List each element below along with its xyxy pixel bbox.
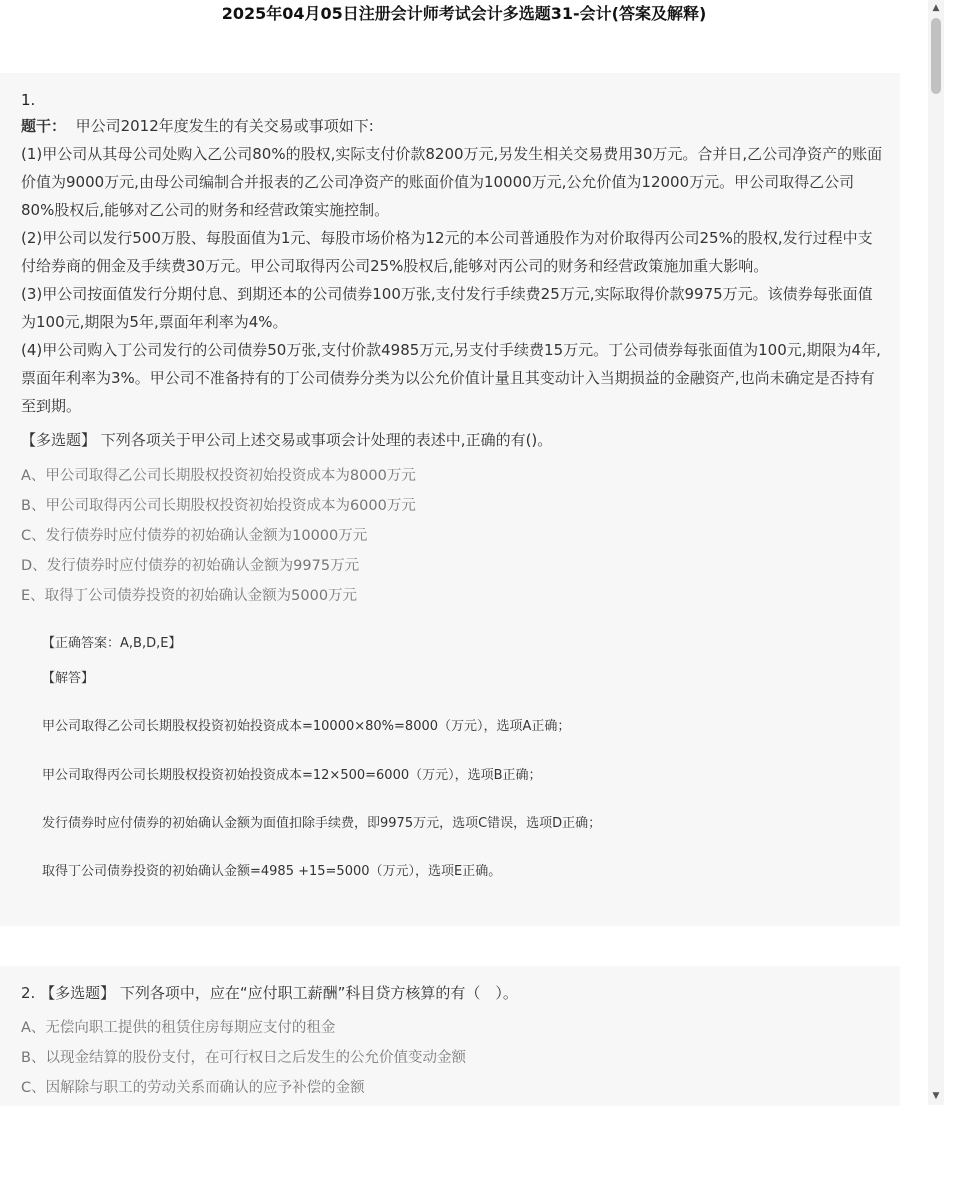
question-card-1 bbox=[0, 73, 900, 926]
correct-answer: 【正确答案：A,B,D,E】 bbox=[42, 636, 182, 651]
option-b[interactable]: B、甲公司取得丙公司长期股权投资初始投资成本为6000万元 bbox=[21, 498, 416, 514]
option-list bbox=[21, 461, 416, 611]
option-a[interactable]: A、无偿向职工提供的租赁住房每期应支付的租金 bbox=[21, 1020, 336, 1036]
option-list bbox=[21, 1013, 466, 1103]
question-number: 1. bbox=[21, 91, 36, 109]
scrollbar-thumb[interactable] bbox=[931, 18, 941, 94]
question-number: 2. bbox=[21, 984, 36, 1002]
question-text: 下列各项中，应在“应付职工薪酬”科目贷方核算的有（ ）。 bbox=[119, 984, 518, 1002]
explanation-line bbox=[42, 815, 601, 833]
option-c[interactable]: C、因解除与职工的劳动关系而确认的应予补偿的金额 bbox=[21, 1080, 365, 1096]
explanation-line bbox=[42, 863, 501, 881]
option-c[interactable]: C、发行债券时应付债券的初始确认金额为10000万元 bbox=[21, 528, 368, 544]
explanation-text: 取得丁公司债券投资的初始确认金额=4985 +15=5000（万元），选项E正确。 bbox=[42, 864, 502, 879]
stem-intro: 甲公司2012年度发生的有关交易或事项如下: bbox=[75, 117, 374, 135]
stem-item: (4)甲公司购入丁公司发行的公司债券50万张,支付价款4985万元,另支付手续费15万元。丁公司债券每张面值为100元,期限为4年,票面年利率为3%。甲公司不准备持有的丁公司债券分类为以公允价值计量且其变动计入当期损益的金融资产,也尚未确定是否持有至到期。 bbox=[21, 341, 881, 415]
explanation-line bbox=[42, 767, 542, 785]
explanation-text: 甲公司取得丙公司长期股权投资初始投资成本=12×500=6000（万元），选项B正确； bbox=[42, 768, 542, 783]
option-a[interactable]: A、甲公司取得乙公司长期股权投资初始投资成本为8000万元 bbox=[21, 468, 416, 484]
option-e[interactable]: E、取得丁公司债券投资的初始确认金额为5000万元 bbox=[21, 588, 358, 604]
question-prompt bbox=[21, 429, 552, 451]
answer-block bbox=[42, 635, 181, 688]
stem-label: 题干： bbox=[21, 117, 67, 135]
stem-item: (2)甲公司以发行500万股、每股面值为1元、每股市场价格为12元的本公司普通股作为对价取得丙公司25%的股权,发行过程中支付给券商的佣金及手续费30万元。甲公司取得丙公司25%股权后,能够对丙公司的财务和经营政策施加重大影响。 bbox=[21, 229, 873, 275]
explanation-text: 甲公司取得乙公司长期股权投资初始投资成本=10000×80%=8000（万元），选项A正确； bbox=[42, 719, 571, 734]
vertical-scrollbar[interactable] bbox=[928, 0, 944, 1105]
explanation-text: 发行债券时应付债券的初始确认金额为面值扣除手续费，即9975万元，选项C错误，选项D正确； bbox=[42, 816, 602, 831]
page-title: 2025年04月05日注册会计师考试会计多选题31-会计(答案及解释) bbox=[221, 4, 707, 23]
explanation-title: 【解答】 bbox=[42, 671, 95, 686]
explanation-line bbox=[42, 718, 570, 736]
scroll-up-icon[interactable]: ▲ bbox=[932, 3, 940, 13]
question-text: 下列各项关于甲公司上述交易或事项会计处理的表述中,正确的有()。 bbox=[100, 431, 553, 449]
scroll-down-icon[interactable]: ▼ bbox=[932, 1091, 940, 1101]
question-stem bbox=[21, 112, 886, 420]
question-prompt bbox=[21, 982, 518, 1004]
option-d[interactable]: D、发行债券时应付债券的初始确认金额为9975万元 bbox=[21, 558, 360, 574]
stem-item: (1)甲公司从其母公司处购入乙公司80%的股权,实际支付价款8200万元,另发生相关交易费用30万元。合并日,乙公司净资产的账面价值为9000万元,由母公司编制合并报表的乙公司净资产的账面价值为10000万元,公允价值为12000万元。甲公司取得乙公司80%股权后,能够对乙公司的财务和经营政策实施控制。 bbox=[21, 145, 883, 219]
option-b[interactable]: B、以现金结算的股份支付，在可行权日之后发生的公允价值变动金额 bbox=[21, 1050, 466, 1066]
question-card-2 bbox=[0, 966, 900, 1106]
stem-item: (3)甲公司按面值发行分期付息、到期还本的公司债券100万张,支付发行手续费25万元,实际取得价款9975万元。该债券每张面值为100元,期限为5年,票面年利率为4%。 bbox=[21, 285, 873, 331]
question-type-tag: 【多选题】 bbox=[40, 984, 116, 1002]
stem-intro-line bbox=[21, 112, 886, 140]
question-type-tag: 【多选题】 bbox=[21, 431, 97, 449]
